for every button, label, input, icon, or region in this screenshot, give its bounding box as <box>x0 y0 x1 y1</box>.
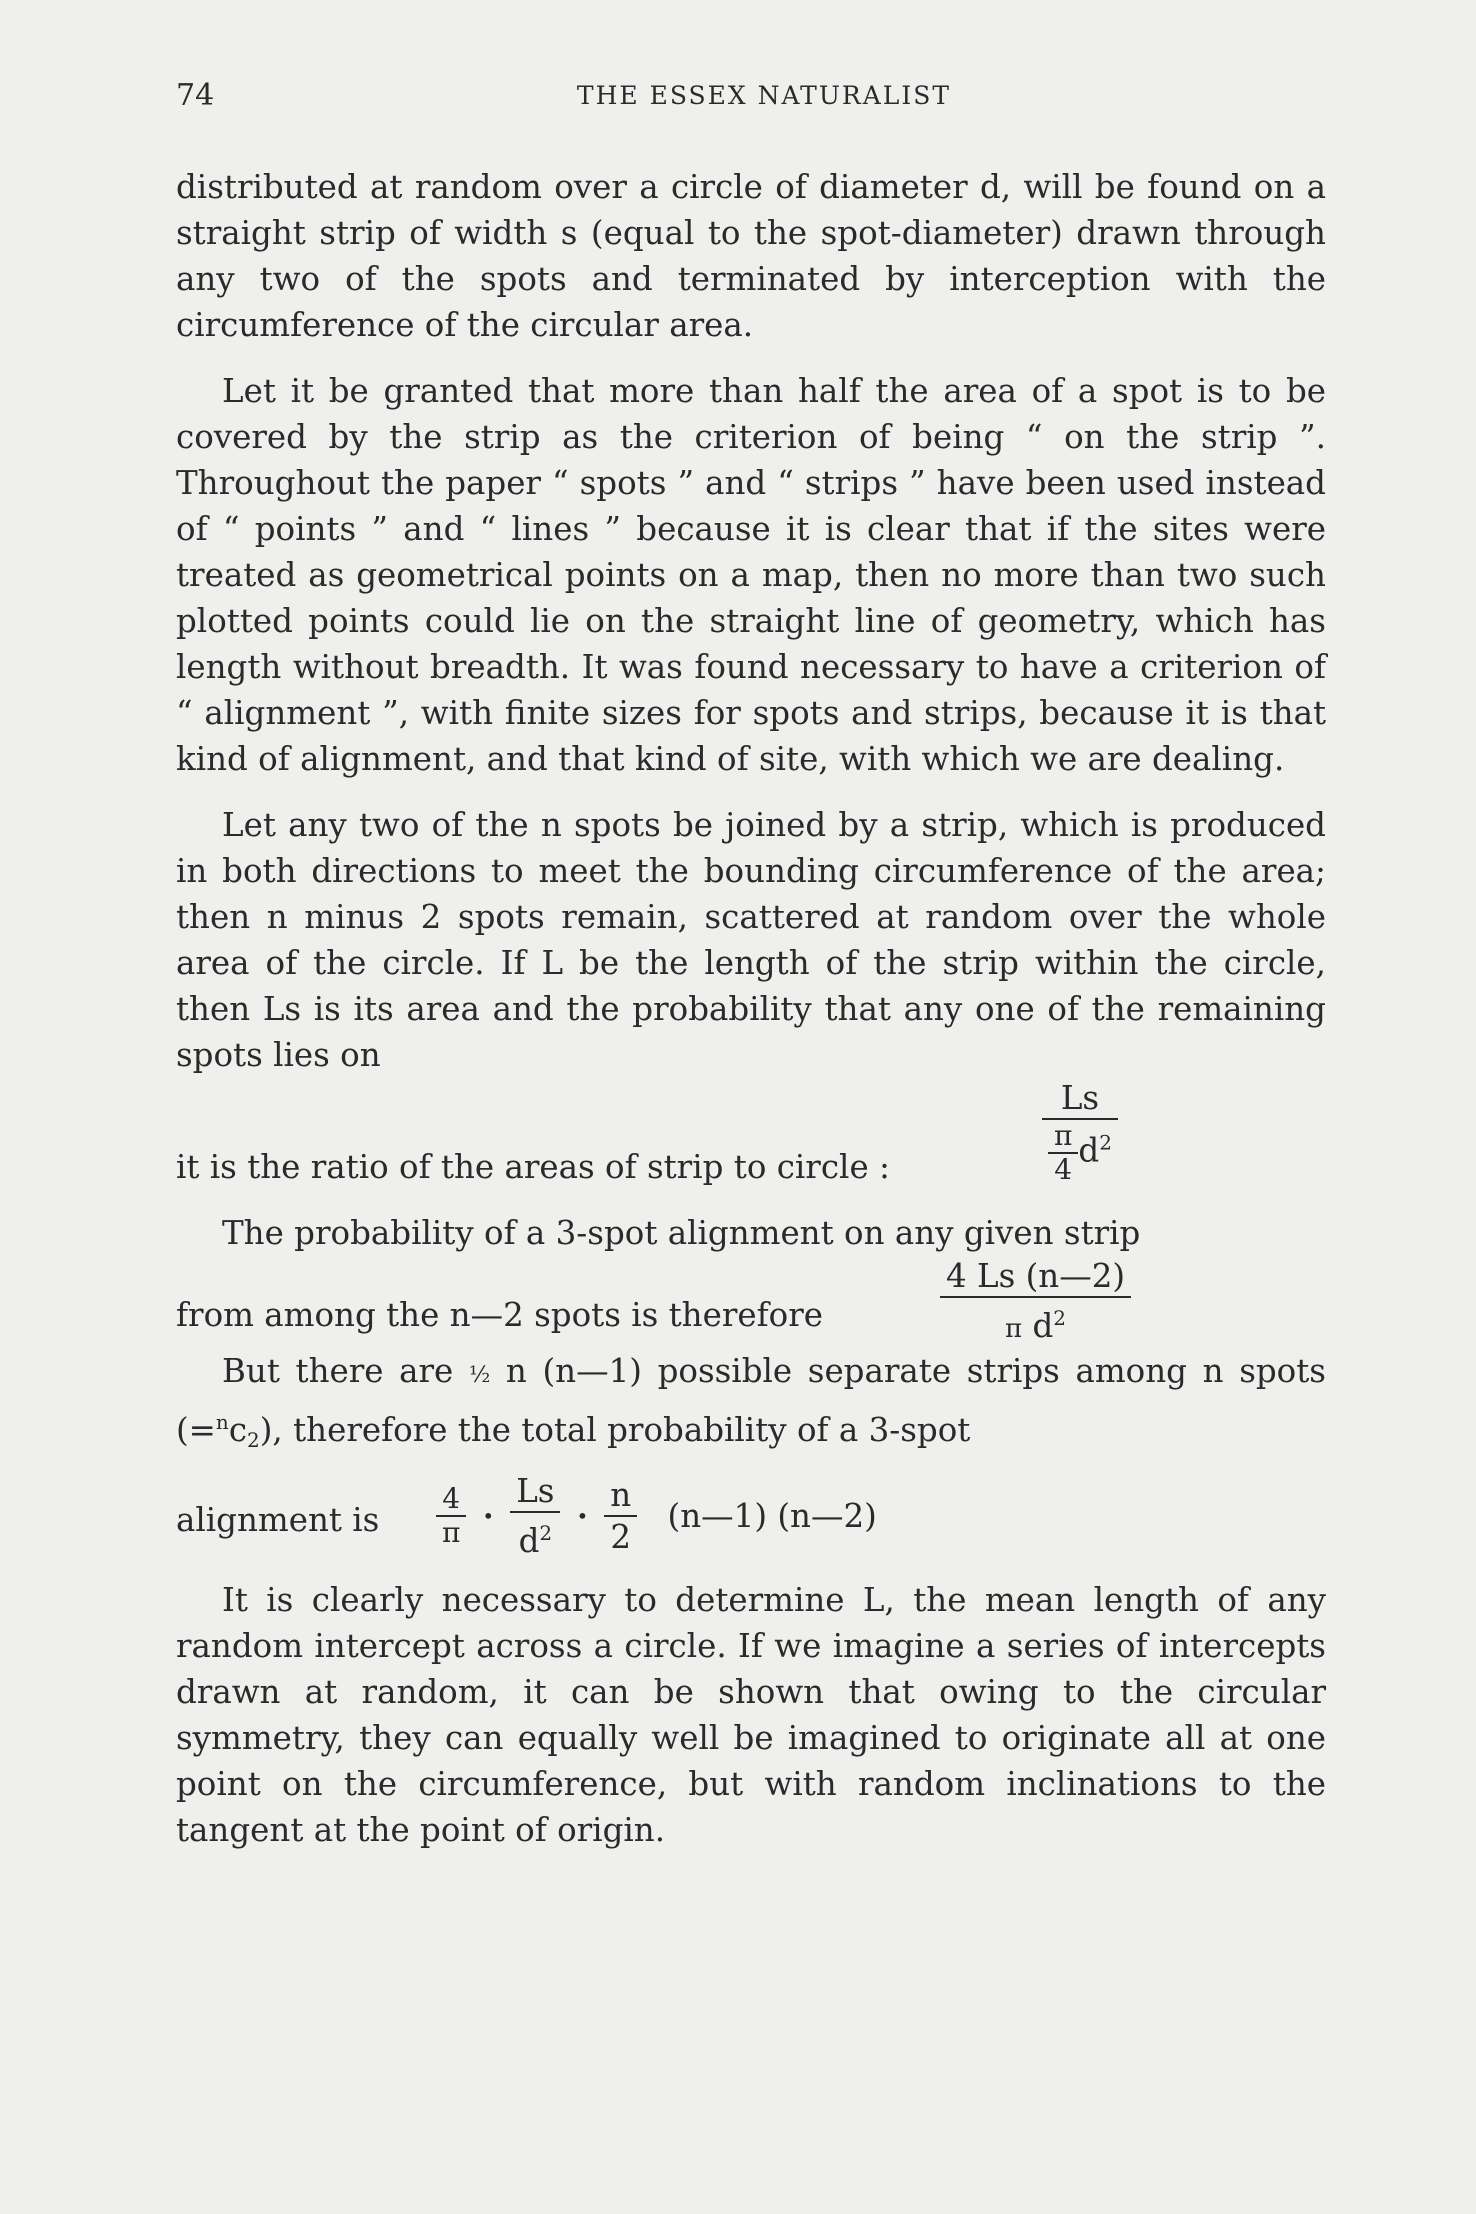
page-number: 74 <box>176 78 215 113</box>
multiply-dot: • <box>576 1504 589 1528</box>
running-title: THE ESSEX NATURALIST <box>576 81 952 110</box>
fraction-n-over-2 <box>604 1475 637 1557</box>
paragraph-5-text-d: ), therefore the total probability of a 3-spot <box>259 1411 971 1449</box>
equation-1-lead: it is the ratio of the areas of strip to circle : <box>176 1148 890 1186</box>
paragraph-4: The probability of a 3-spot alignment on any given strip <box>222 1214 1141 1252</box>
paragraph-6: It is clearly necessary to determine L, the mean length of any random intercept across a circle. If we imagine a series of intercepts drawn at random, it can be shown that owing to the circular symmetry, they can equally well be imagined to originate all at one point on the circumference, but with random inclinations to the tangent at the point of origin. <box>176 1581 1326 1849</box>
pi-over-four <box>1048 1120 1078 1186</box>
exponent: 2 <box>1053 1306 1067 1330</box>
fraction-numerator: 4 Ls (n—2) <box>946 1257 1126 1295</box>
equation-strip-probability <box>176 1256 1326 1348</box>
body-text <box>176 164 1326 1873</box>
d-variable: d <box>1032 1307 1054 1345</box>
c-variable: c <box>228 1411 248 1449</box>
page-header <box>176 78 1326 122</box>
fraction-numerator: Ls <box>516 1472 555 1510</box>
four-digit: 4 <box>1048 1152 1078 1186</box>
exponent: 2 <box>1099 1130 1112 1155</box>
paragraph-5-text-a: But there are <box>222 1352 454 1390</box>
equation-total-probability <box>176 1471 1326 1563</box>
equation-3-lead: alignment is <box>176 1501 380 1539</box>
exponent: 2 <box>539 1521 553 1545</box>
fraction-denominator <box>940 1296 1131 1349</box>
pi-symbol: π <box>1005 1314 1023 1344</box>
d-variable: d <box>1078 1131 1100 1170</box>
fraction-numerator: 4 <box>442 1482 461 1515</box>
fraction-numerator: n <box>610 1476 632 1514</box>
pi-symbol: π <box>1054 1119 1073 1152</box>
fraction-four-over-pi <box>436 1483 466 1549</box>
paragraph-1: distributed at random over a circle of diameter d, will be found on a straight strip of width s (equal to the spot-diameter) drawn through any two of the spots and terminated by interception with the circumference of the circular area. <box>176 168 1326 344</box>
fraction-ls-over-d2 <box>510 1471 560 1561</box>
fraction-denominator <box>1042 1118 1118 1186</box>
d-variable: d <box>518 1522 540 1560</box>
fraction-numerator: Ls <box>1060 1079 1100 1117</box>
multiply-dot: • <box>482 1504 495 1528</box>
superscript-n: n <box>215 1410 229 1434</box>
fraction-denominator: 2 <box>604 1515 637 1557</box>
paragraph-5 <box>176 1348 1326 1463</box>
total-probability-expression <box>430 1471 877 1561</box>
equation-3-tail: (n—1) (n—2) <box>667 1497 877 1535</box>
paragraph-5-text-b: n (n—1) possible separate strips among n spots (= <box>176 1352 1326 1449</box>
paragraph-2: Let it be granted that more than half the area of a spot is to be covered by the strip as the criterion of being “ on the strip ”. Throughout the paper “ spots ” and “ strips ” have been used instead of “ points ” and “ lines ” because it is clear that if the sites were treated as geometrical points on a map, then no more than two such plotted points could lie on the straight line of geometry, which has length without breadth. It was found necessary to have a criterion of “ alignment ”, with finite sizes for spots and strips, because it is that kind of alignment, and that kind of site, with which we are dealing. <box>176 372 1326 778</box>
paragraph-3: Let any two of the n spots be joined by a strip, which is produced in both directions to meet the bounding circumference of the area; then n minus 2 spots remain, scattered at random over the whole area of the circle. If L be the length of the strip within the circle, then Ls is its area and the probability that any one of the remaining spots lies on <box>176 806 1326 1074</box>
fraction-strip-probability <box>940 1256 1131 1349</box>
subscript-2: 2 <box>247 1428 260 1452</box>
equation-2-lead: from among the n—2 spots is therefore <box>176 1296 823 1334</box>
one-half: ½ <box>468 1363 491 1388</box>
equation-area-ratio <box>176 1078 1326 1210</box>
fraction-area-ratio <box>1042 1078 1118 1186</box>
fraction-denominator: π <box>436 1515 466 1549</box>
fraction-denominator <box>510 1511 560 1561</box>
